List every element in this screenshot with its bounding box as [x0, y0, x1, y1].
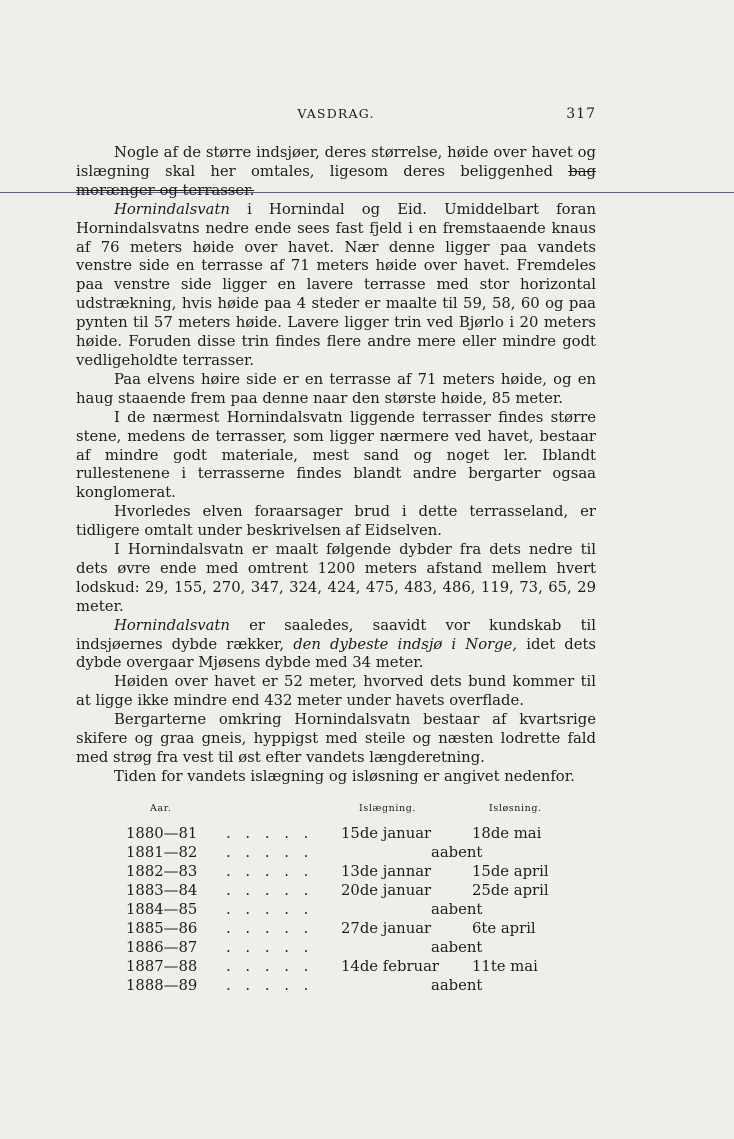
text-run: Nogle af de større indsjøer, deres størrelse, høide over havet og islægning skal her omtales, ligesom deres beliggenhed [76, 144, 596, 180]
table-row [76, 863, 596, 882]
text-run: Paa elvens høire side er en terrasse af 71 meters høide, og en haug staaende frem paa denne naar den største høide, 85 meter. [76, 370, 596, 407]
paragraph [76, 673, 596, 711]
paragraph [76, 201, 596, 371]
col-header-year: Aar. [150, 803, 172, 814]
leader-dots: . . . . . [226, 863, 314, 880]
table-row [76, 844, 596, 863]
paragraph [76, 371, 596, 409]
thaw-cell: 6te april [472, 920, 536, 937]
year-cell: 1884—85 [126, 901, 198, 918]
freeze-cell: 15de januar [341, 825, 432, 842]
col-header-freeze: Islægning. [359, 803, 417, 814]
table-row [76, 958, 596, 977]
freeze-cell: 27de januar [341, 920, 432, 937]
leader-dots: . . . . . [226, 920, 314, 937]
year-cell: 1882—83 [126, 863, 198, 880]
open-cell: aabent [431, 939, 483, 956]
paragraph [76, 768, 596, 787]
text-run: i Hornindal og Eid. Umiddelbart foran Hornindalsvatns nedre ende sees fast fjeld i en fremstaaende knaus af 76 meters høide over havet. Nær denne ligger paa vandets venstre side en terrasse af 71 meters høide over havet. Fremdeles paa venstre side ligger en lavere terrasse med stor horizontal udstrækning, hvis høide paa 4 steder er maalte til 59, 58, 60 og paa pynten til 57 meters høide. Lavere ligger trin ved Bjørlo i 20 meters høide. Foruden disse trin findes flere andre mere eller mindre godt vedligeholdte terrasser. [76, 200, 596, 369]
thaw-cell: 25de april [472, 882, 549, 899]
year-cell: 1888—89 [126, 977, 198, 994]
italic-text: Hornindalsvatn [114, 200, 230, 218]
table-row [76, 920, 596, 939]
paragraph [76, 711, 596, 768]
paragraph [76, 541, 596, 617]
text-run: Hvorledes elven foraarsager brud i dette terrasseland, er tidligere omtalt under beskrivelsen af Eidselven. [76, 503, 596, 540]
table-row [76, 939, 596, 958]
leader-dots: . . . . . [226, 939, 314, 956]
freeze-cell: 13de jannar [341, 863, 432, 880]
freeze-cell: 14de februar [341, 958, 439, 975]
table-row [76, 977, 596, 996]
thaw-cell: 11te mai [472, 958, 538, 975]
year-cell: 1880—81 [126, 825, 198, 842]
freeze-cell: 20de januar [341, 882, 432, 899]
year-cell: 1883—84 [126, 882, 198, 899]
year-cell: 1887—88 [126, 958, 198, 975]
open-cell: aabent [431, 844, 483, 861]
thaw-cell: 18de mai [472, 825, 542, 842]
body-text [76, 144, 596, 787]
text-run: Bergarterne omkring Hornindalsvatn bestaar af kvartsrige skifere og graa gneis, hyppigst med steile og næsten lodrette fald med strøg fra vest til øst efter vandets længderetning. [76, 711, 596, 766]
page-number: 317 [566, 106, 596, 122]
leader-dots: . . . . . [226, 958, 314, 975]
italic-text: den dybeste indsjø i Norge, [293, 635, 518, 653]
running-head: VASDRAG. [297, 106, 375, 121]
leader-dots: . . . . . [226, 825, 314, 842]
text-run: Tiden for vandets islægning og isløsning er angivet nedenfor. [114, 767, 575, 785]
open-cell: aabent [431, 901, 483, 918]
text-run: I de nærmest Hornindalsvatn liggende terrasser findes større stene, medens de terrasser, som ligger nærmere ved havet, bestaar af mindre godt materiale, mest sand og noget ler. Iblandt rullestenene i terrasserne findes blandt andre bergarter ogsaa konglomerat. [76, 408, 596, 502]
paragraph [76, 144, 596, 201]
leader-dots: . . . . . [226, 844, 314, 861]
text-run: idet dets dybde overgaar Mjøsens dybde med 34 meter. [76, 635, 596, 672]
table-row [76, 825, 596, 844]
paragraph [76, 617, 596, 674]
struck-text: bag morænger og terrasser. [76, 162, 596, 199]
table-row [76, 882, 596, 901]
leader-dots: . . . . . [226, 977, 314, 994]
thaw-cell: 15de april [472, 863, 549, 880]
leader-dots: . . . . . [226, 882, 314, 899]
open-cell: aabent [431, 977, 483, 994]
page-header [76, 106, 596, 126]
text-run: Høiden over havet er 52 meter, hvorved dets bund kommer til at ligge ikke mindre end 432 meter under havets overflade. [76, 673, 596, 710]
text-run: er saaledes, saavidt vor kundskab til indsjøernes dybde rækker, [76, 616, 596, 653]
leader-dots: . . . . . [226, 901, 314, 918]
text-run: I Hornindalsvatn er maalt følgende dybder fra dets nedre til dets øvre ende med omtrent 1200 meters afstand mellem hvert lodskud: 29, 155, 270, 347, 324, 424, 475, 483, 486, 119, 73, 65, 29 meter. [76, 541, 596, 615]
paragraph [76, 503, 596, 541]
table-row [76, 901, 596, 920]
year-cell: 1886—87 [126, 939, 198, 956]
italic-text: Hornindalsvatn [114, 616, 230, 634]
year-cell: 1881—82 [126, 844, 198, 861]
paragraph [76, 409, 596, 504]
col-header-thaw: Isløsning. [489, 803, 542, 814]
year-cell: 1885—86 [126, 920, 198, 937]
